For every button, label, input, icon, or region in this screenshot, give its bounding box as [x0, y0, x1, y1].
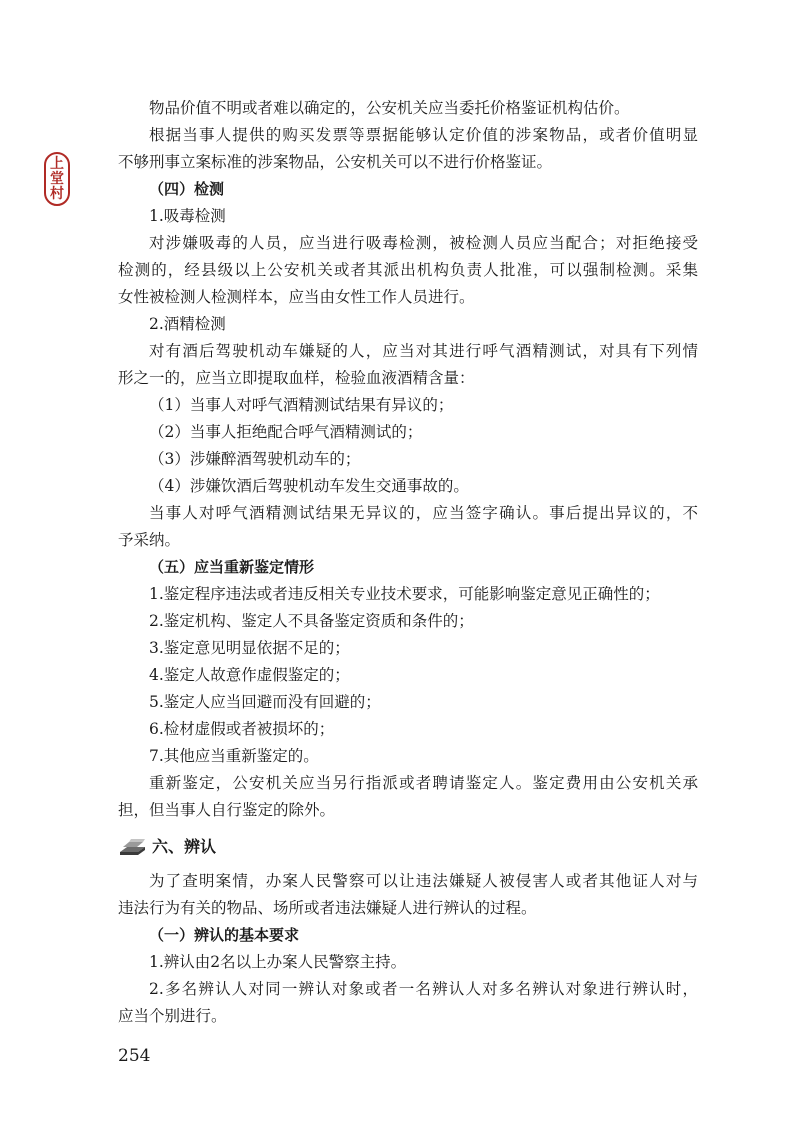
- page-number: 254: [118, 1046, 151, 1066]
- text-line: （4）涉嫌饮酒后驾驶机动车发生交通事故的。: [149, 477, 469, 495]
- text-line: 3.鉴定意见明显依据不足的；: [149, 639, 350, 657]
- text-line: 2.鉴定机构、鉴定人不具备鉴定资质和条件的；: [149, 612, 474, 630]
- text-line: 不够刑事立案标准的涉案物品，公安机关可以不进行价格鉴证。: [118, 153, 553, 171]
- text-line: 应当个别进行。: [118, 1007, 227, 1025]
- subheading: （四）检测: [149, 180, 225, 198]
- text-line: 检测的，经县级以上公安机关或者其派出机构负责人批准，可以强制检测。采集: [118, 261, 698, 279]
- text-line: 形之一的，应当立即提取血样，检验血液酒精含量：: [118, 369, 475, 387]
- text-line: 重新鉴定，公安机关应当另行指派或者聘请鉴定人。鉴定费用由公安机关承: [149, 774, 698, 792]
- text-line: 予采纳。: [118, 531, 181, 549]
- seal-char: 村: [50, 185, 64, 202]
- subheading: （五）应当重新鉴定情形: [149, 558, 315, 576]
- subheading: （一）辨认的基本要求: [149, 926, 300, 944]
- page-body: [118, 95, 698, 1030]
- text-line: （2）当事人拒绝配合呼气酒精测试的；: [149, 423, 423, 441]
- text-line: 7.其他应当重新鉴定的。: [149, 747, 319, 765]
- text-line: 1.辨认由2名以上办案人民警察主持。: [149, 953, 407, 971]
- section-heading-text: 六、辨认: [152, 837, 217, 856]
- publisher-seal-logo: [44, 152, 70, 206]
- text-line: 1.鉴定程序违法或者违反相关专业技术要求，可能影响鉴定意见正确性的；: [149, 585, 660, 603]
- text-line: 当事人对呼气酒精测试结果无异议的，应当签字确认。事后提出异议的，不: [149, 504, 698, 522]
- text-line: 对有酒后驾驶机动车嫌疑的人，应当对其进行呼气酒精测试，对具有下列情: [149, 342, 698, 360]
- text-line: 担，但当事人自行鉴定的除外。: [118, 801, 336, 819]
- text-line: （3）涉嫌醉酒驾驶机动车的；: [149, 450, 361, 468]
- text-line: 2.多名辨认人对同一辨认对象或者一名辨认人对多名辨认对象进行辨认时，: [149, 980, 698, 998]
- text-line: 4.鉴定人故意作虚假鉴定的；: [149, 666, 350, 684]
- book-stack-icon: [118, 837, 148, 857]
- text-line: 物品价值不明或者难以确定的，公安机关应当委托价格鉴证机构估价。: [149, 99, 630, 117]
- section-heading: [118, 830, 698, 864]
- text-line: 6.检材虚假或者被损坏的；: [149, 720, 335, 738]
- text-line: 为了查明案情，办案人民警察可以让违法嫌疑人被侵害人或者其他证人对与: [149, 872, 698, 890]
- text-line: 5.鉴定人应当回避而没有回避的；: [149, 693, 381, 711]
- text-line: 女性被检测人检测样本，应当由女性工作人员进行。: [118, 288, 475, 306]
- text-line: 1.吸毒检测: [149, 207, 226, 225]
- text-line: 对涉嫌吸毒的人员，应当进行吸毒检测，被检测人员应当配合；对拒绝接受: [149, 234, 698, 252]
- seal-char: 堂: [50, 170, 64, 187]
- text-line: 违法行为有关的物品、场所或者违法嫌疑人进行辨认的过程。: [118, 899, 537, 917]
- text-line: 2.酒精检测: [149, 315, 226, 333]
- text-line: （1）当事人对呼气酒精测试结果有异议的；: [149, 396, 454, 414]
- text-line: 根据当事人提供的购买发票等票据能够认定价值的涉案物品，或者价值明显: [149, 126, 698, 144]
- seal-char: 上: [50, 155, 64, 172]
